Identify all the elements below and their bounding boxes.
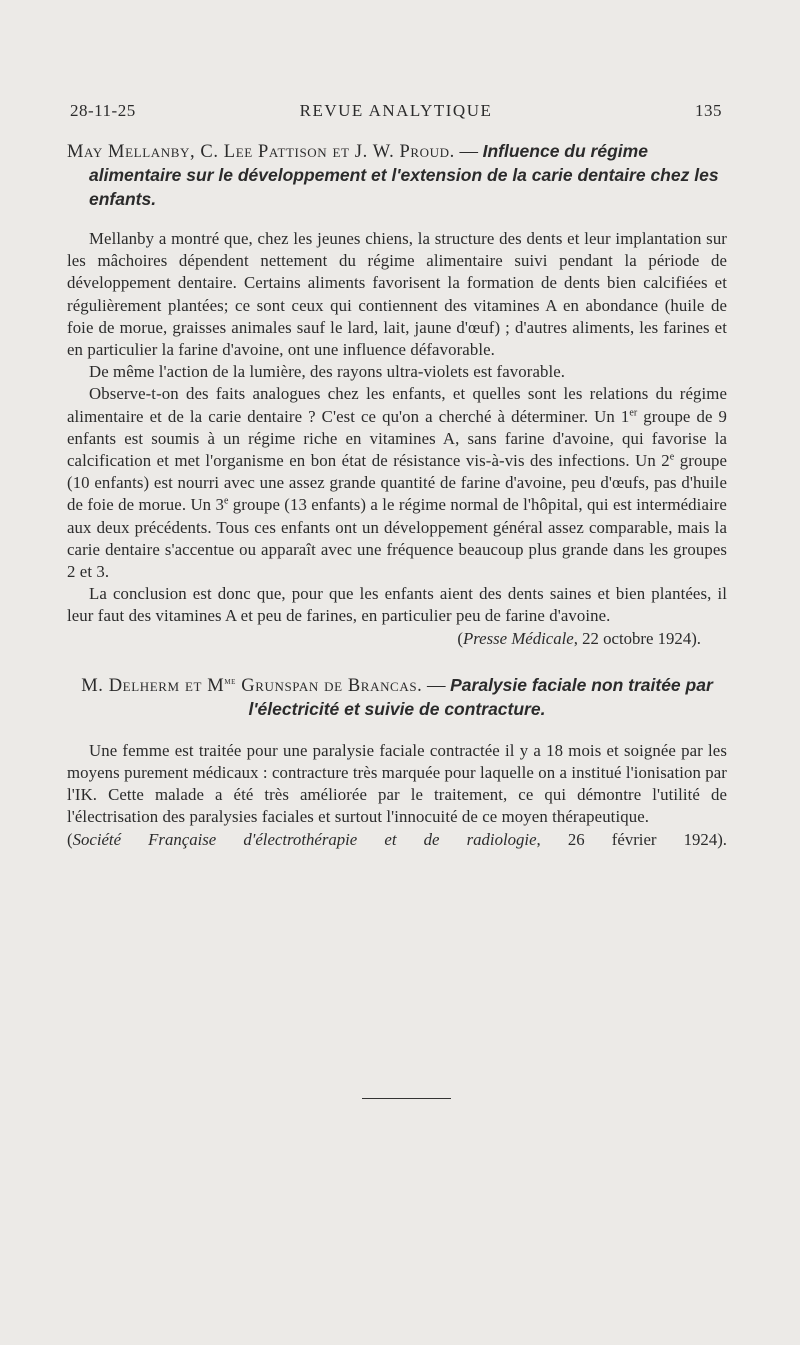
source-name: Société Française d'électrothérapie et de radiologie — [72, 829, 537, 849]
paragraph: Mellanby a montré que, chez les jeunes chiens, la structure des dents et leur implantation sur les mâchoires dépendent nettement du régime alimentaire suivi pendant la période de développement dentaire. Certains aliments favorisent la formation de dents bien calcifiées et régulièrement plantées; ce sont ceux qui contiennent des vitamines A en abondance (huile de foie de morue, graisses animales sauf le lard, lait, jaune d'œuf) ; d'autres aliments, les farines et en particulier la farine d'avoine, ont une influence défavorable. — [67, 229, 727, 360]
source-citation: (Presse Médicale, 22 octobre 1924). — [457, 628, 701, 648]
article-authors: May Mellanby, C. Lee Pattison et J. W. Proud. — [67, 142, 455, 162]
article-mellanby — [67, 140, 727, 650]
page-content — [67, 140, 727, 851]
article-authors: M. Delherm et $M^{me}$ Grunspan de Brancas. — [81, 675, 423, 696]
source-citation: (Société Française d'électrothérapie et de radiologie, 26 février 1924). — [67, 829, 727, 849]
heading-dash: — — [422, 675, 451, 696]
heading-dash: — — [454, 142, 483, 162]
source-name: Presse Médicale — [463, 628, 574, 648]
article-heading — [67, 674, 727, 722]
journal-title: REVUE ANALYTIQUE — [299, 101, 493, 120]
article-delherm — [67, 674, 727, 851]
article-title: Paralysie faciale non traitée par l'électricité et suivie de contracture. — [248, 674, 713, 719]
paragraph: De même l'action de la lumière, des rayons ultra-violets est favorable. — [89, 362, 566, 382]
paragraph: Observe-t-on des faits analogues chez les enfants, et quelles sont les relations du régime alimentaire et de la carie dentaire ? C'est ce qu'on a cherché à déterminer. Un 1er groupe de 9 enfants est soumis à un régime riche en vitamines A, sans farine d'avoine, qui favorise la calcification et met l'organisme en bon état de résistance vis-à-vis des infections. Un 2e groupe (10 enfants) est nourri avec une assez grande quantité de farine d'avoine, peu d'œufs, pas d'huile de foie de morue. Un 3e groupe (13 enfants) a le régime normal de l'hôpital, qui est intermédiaire aux deux précédents. Tous ces enfants ont un développement général assez comparable, mais la carie dentaire s'accentue ou apparaît avec une fréquence beaucoup plus grande dans les groupes 2 et 3. — [67, 384, 727, 582]
issue-date: 28-11-25 — [70, 101, 136, 120]
paragraph: Une femme est traitée pour une paralysie faciale contractée il y a 18 mois et soignée par les moyens purement médicaux : contracture très marquée pour laquelle on a institué l'ionisation par l'IK. Cette malade a été très améliorée par le traitement, ce qui démontre l'utilité de l'électrisation des paralysies faciales et surtout l'innocuité de ce moyen thérapeutique. — [67, 740, 727, 827]
article-title: Influence du régime alimentaire sur le développement et l'extension de la carie dentaire chez les enfants. — [89, 141, 719, 209]
end-rule — [362, 1098, 451, 1099]
page-number: 135 — [695, 101, 722, 120]
article-heading — [67, 140, 727, 212]
paragraph: La conclusion est donc que, pour que les enfants aient des dents saines et bien plantées, il leur faut des vitamines A et peu de farines, en particulier peu de farine d'avoine. — [67, 584, 727, 626]
